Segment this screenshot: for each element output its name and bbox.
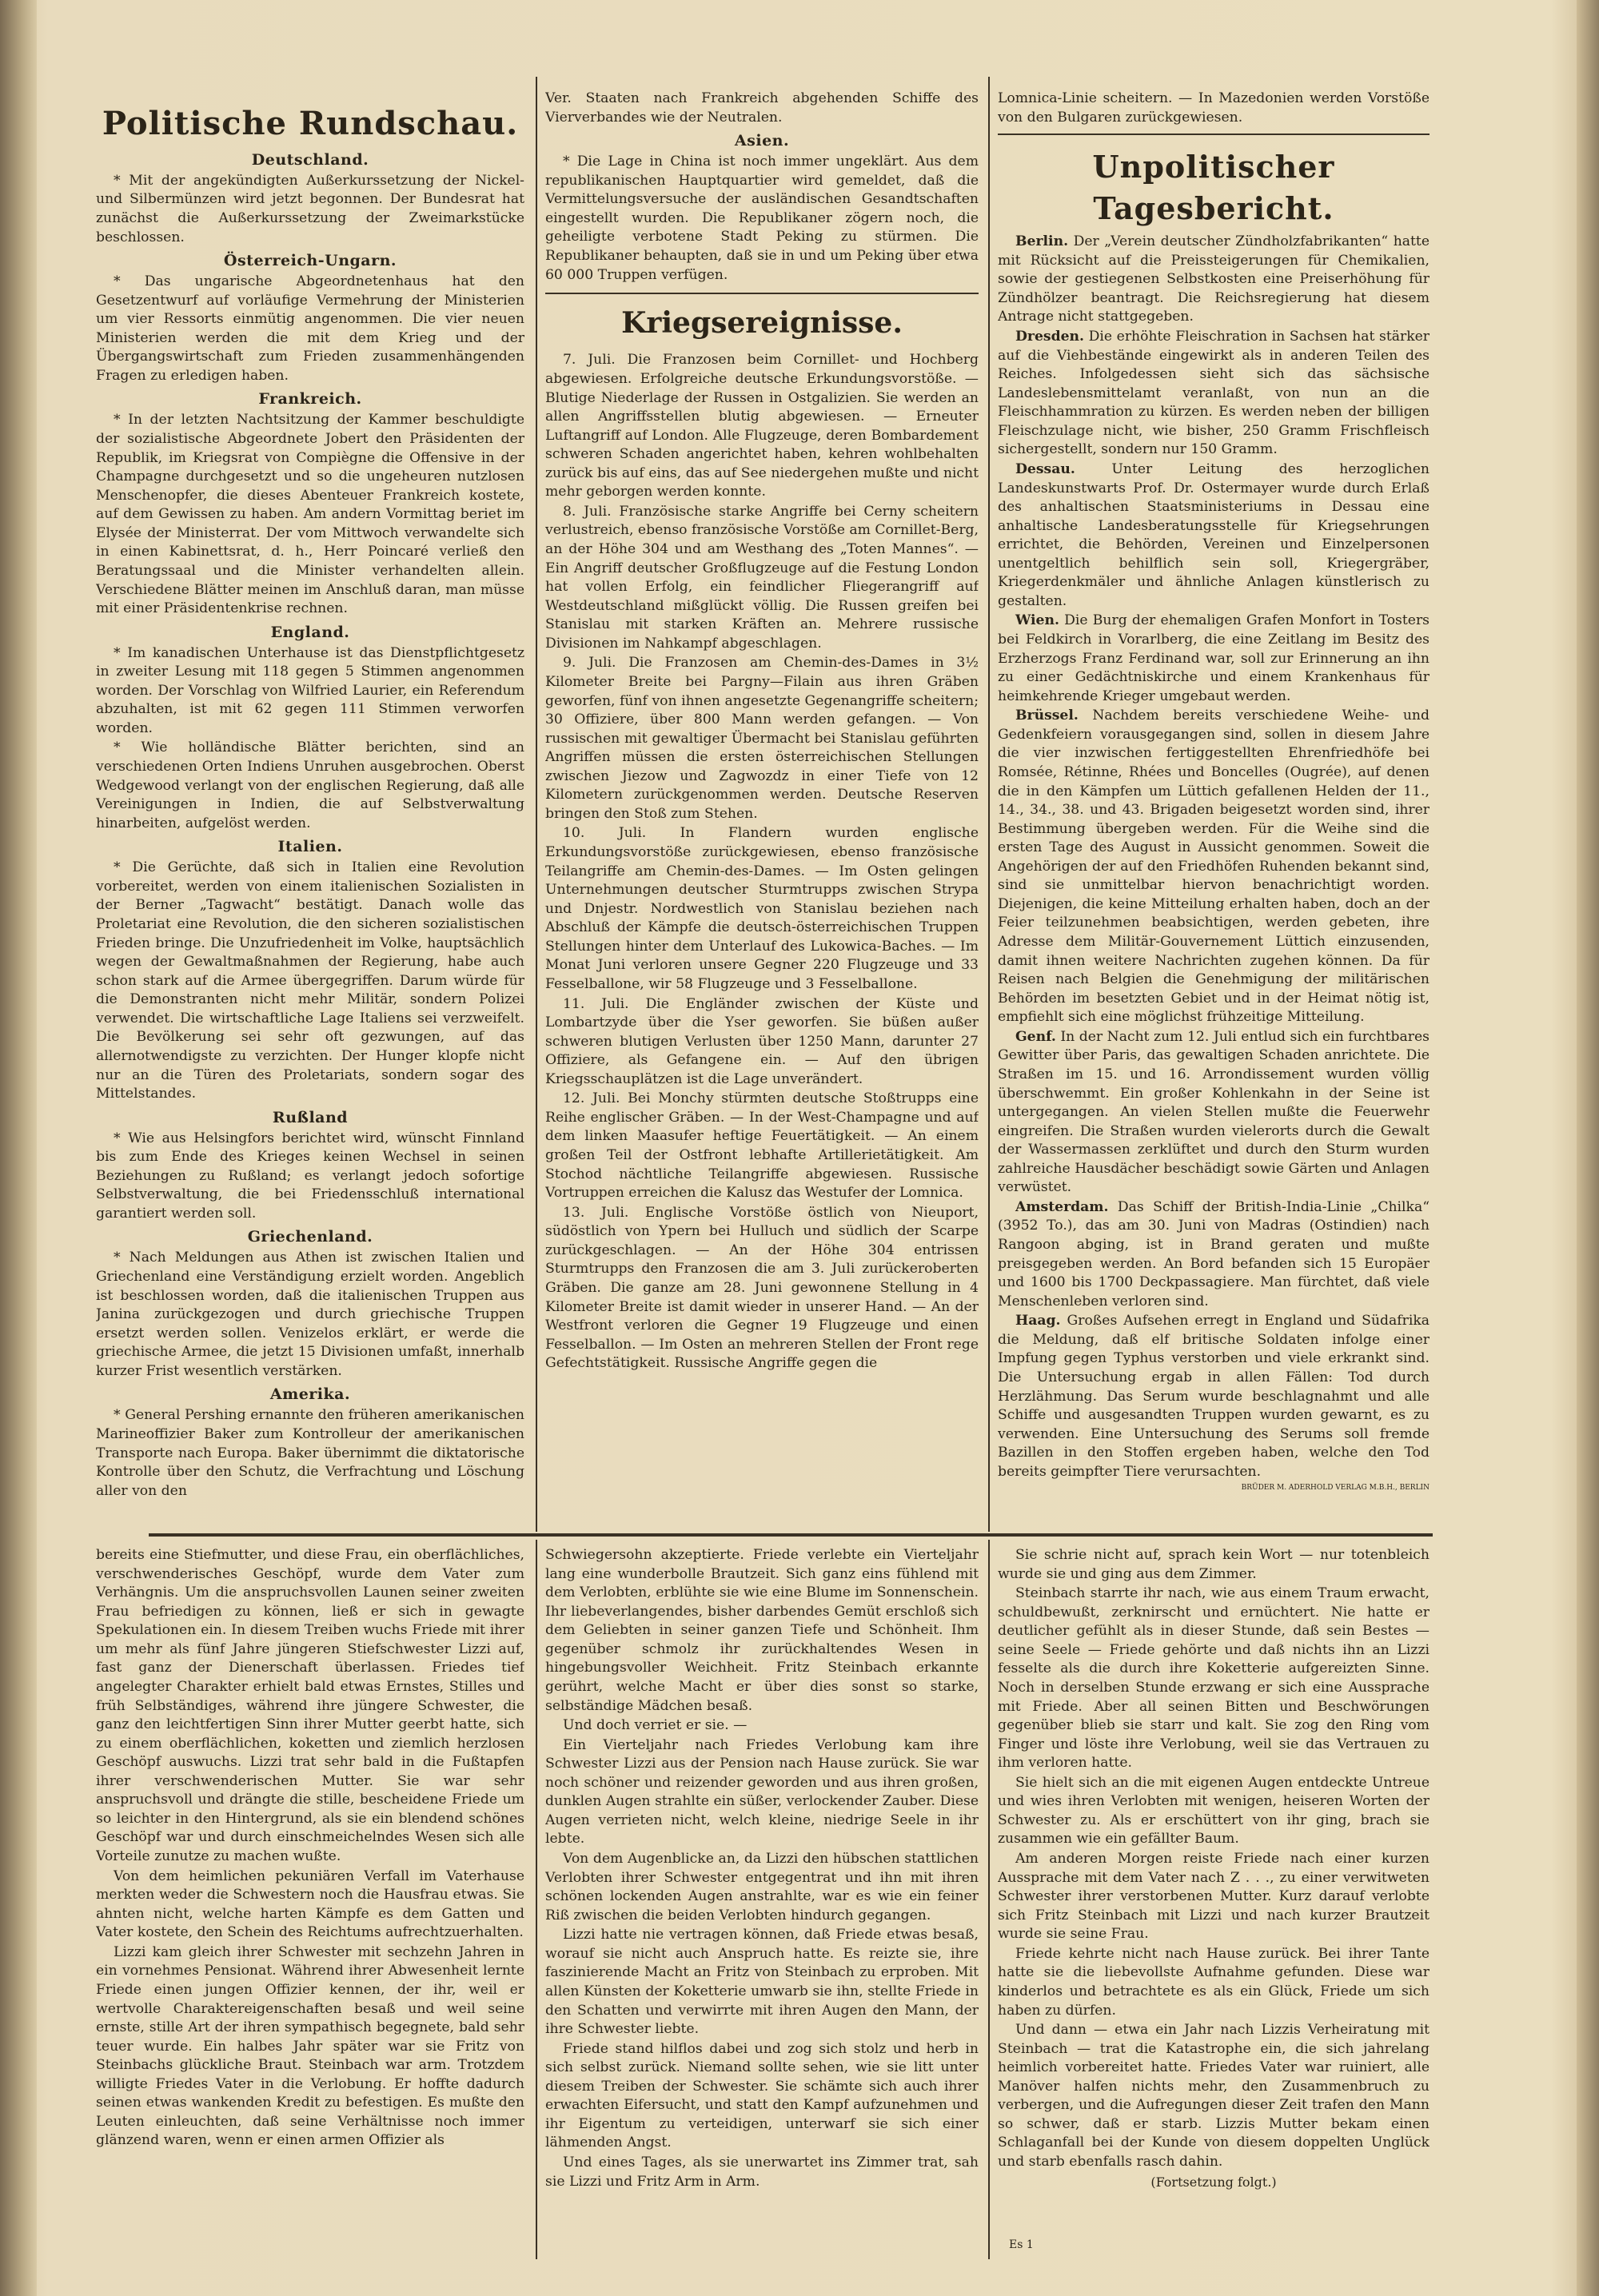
news-paragraph: * Nach Meldungen aus Athen ist zwischen Italien und Griechenland eine Verständigung erzielt worden. Angeblich ist beschlossen worden, daß die italienischen Truppen aus Janina zurückgezogen und durch griechische Truppen ersetzt werden sollen. Venizelos erklärt, er werde die griechische Armee, die jetzt 15 Divisionen umfaßt, innerhalb kurzer Frist wesentlich verstärken. [96, 1250, 524, 1379]
war-report-paragraph: 10. Juli. In Flandern wurden englische Erkundungsvorstöße zurückgewiesen, ebenso französische Teilangriffe am Chemin-des-Dames. — Im Osten gelingen Unternehmungen deutscher Sturmtrupps zwischen Strypa und Dnjestr. Nordwestlich von Stanislau beziehen nach Abschluß der Kämpfe die deutsch-österreichischen Truppen Stellungen hinter dem Unterlauf des Lukowica-Baches. — Im Monat Juni verloren unsere Gegner 220 Flugzeuge und 33 Fesselballone, wir 58 Flugzeuge und 3 Fesselballone. [545, 825, 979, 992]
tagesbericht-reports [998, 233, 1430, 1481]
feuilleton-paragraph: Lizzi kam gleich ihrer Schwester mit sechzehn Jahren in ein vornehmes Pensionat. Während ihrer Abwesenheit lernte Friede einen jungen Offizier kennen, der ihr, weil er wertvolle Charaktereigenschaften besaß und weil seine ernste, stille Art der ihren sympathisch begegnete, bald sehr teuer wurde. Ein halbes Jahr später war sie Fritz von Steinbachs glückliche Braut. Steinbach war arm. Trotzdem willigte Friedes Vater in die Verlobung. Er hoffte dadurch seinen etwas wankenden Kredit zu befestigen. Es mußte den Leuten einleuchten, daß seine Verhältnisse noch immer glänzend waren, wenn er einen armen Offizier als [96, 1943, 524, 2149]
section-heading: Rußland [272, 1108, 349, 1126]
report-paragraph [998, 1312, 1430, 1481]
politische-rundschau-title: Politische Rundschau. [102, 105, 519, 142]
report-paragraph [998, 612, 1430, 706]
feuilleton-paragraph: Von dem Augenblicke an, da Lizzi den hübschen stattlichen Verlobten ihrer Schwester entgegentrat und ihn mit ihren schönen lockenden Augen anstrahlte, war es wie ein feiner Riß zwischen die beiden Verlobten hindurch gegangen. [545, 1851, 979, 1923]
feuilleton-paragraph: Und dann — etwa ein Jahr nach Lizzis Verheiratung mit Steinbach — trat die Katastrophe ein, die sich jahrelang heimlich vorbereitet hatte. Friedes Vater war ruiniert, alle Manöver halfen nichts mehr, den Zusammenbruch zu verbergen, und die Aufregungen dieser Zeit trafen den Mann so schwer, daß er starb. Lizzis Mutter bekam einen Schlaganfall bei der Kunde von diesem doppelten Unglück und starb ebenfalls rasch dahin. [998, 2022, 1430, 2170]
tagesbericht-title: Unpolitischer Tagesbericht. [1092, 149, 1335, 227]
section-heading: England. [270, 623, 350, 641]
feuilleton-paragraph: bereits eine Stiefmutter, und diese Frau, ein oberflächliches, verschwenderisches Geschöpf, wurde dem Vater zum Verhängnis. Um die anspruchsvollen Launen seiner zweiten Frau befriedigen zu können, ließ er sich in gewagte Spekulationen ein. In diesem Treiben wuchs Friede mit ihrer um mehr als fünf Jahre jüngeren Stiefschwester Lizzi auf, fast ganz der Dienerschaft überlassen. Friedes tief angelegter Charakter erhielt bald etwas Ernstes, Stilles und früh Selbständiges, während ihre jüngere Schwester, die ganz den leichtfertigen Sinn ihrer Mutter geerbt hatte, sich zu einem oberflächlichen, koketten und ziemlich herzlosen Geschöpf auswuchs. Lizzi trat sehr bald in die Fußtapfen ihrer verschwenderischen Mutter. Sie war sehr anspruchsvoll und drängte die stille, bescheidene Friede um so leichter in den Hintergrund, als sie ein blendend schönes Geschöpf war und durch einschmeichelndes Wesen sich alle Vorteile zunutze zu machen wußte. [96, 1547, 524, 1864]
continued-note: (Fortsetzung folgt.) [1150, 2174, 1277, 2190]
report-text: In der Nacht zum 12. Juli entlud sich ein furchtbares Gewitter über Paris, das gewaltigen Schaden anrichtete. Die Straßen im 15. und 16. Arrondissement wurden völlig überschwemmt. Ein großer Kohlenkahn in der Seine ist untergegangen. An vielen Stellen mußte die Feuerwehr eingreifen. Die Straßen wurden vielerorts durch die Gewalt der Wassermassen zerklüftet und durch den Sturm wurden zahlreiche Hausdächer beschädigt sowie Gärten und Anlagen verwüstet. [998, 1028, 1430, 1196]
war-report-paragraph: 13. Juli. Englische Vorstöße östlich von Nieuport, südöstlich von Ypern bei Hulluch und südlich der Scarpe zurückgeschlagen. — An der Höhe 304 entrissen Sturmtrupps den Franzosen die am 3. Juli zurückeroberten Gräben. Die ganze am 28. Juni gewonnene Stellung in 4 Kilometer Breite ist damit wieder in unserer Hand. — An der Westfront verloren die Gegner 19 Flugzeuge und einen Fesselballon. — Im Osten an mehreren Stellen der Front rege Gefechtstätigkeit. Russische Angriffe gegen die [545, 1204, 979, 1372]
politische-rundschau-sections [96, 149, 524, 1501]
report-paragraph [998, 460, 1430, 612]
column-rule [536, 1540, 537, 2259]
report-text: Das Schiff der British-India-Linie „Chilka“ (3952 To.), das am 30. Juni von Madras (Ostindien) nach Rangoon abging, ist in Brand geraten und mußte preisgegeben werden. An Bord befanden sich 15 Europäer und 1600 bis 1700 Deckpassagiere. Man fürchtet, daß viele Menschenleben verloren sind. [998, 1198, 1430, 1309]
footer-mark: Es 1 [1009, 2238, 1034, 2251]
report-text: Nachdem bereits verschiedene Weihe- und Gedenkfeiern vorausgegangen sind, sollen in diesem Jahre die vier inzwischen fertiggestellten Ehrenfriedhöfe bei Romsée, Rétinne, Rhées und Boncelles (Ougrée), auf denen die in den Kämpfen um Lüttich gefallenen Helden der 11., 14., 34., 38. und 43. Brigaden beigesetzt worden sind, ihrer Bestimmung übergeben werden. Für die Weihe sind die ersten Tage des August in Aussicht genommen. Soweit die Angehörigen der auf den Friedhöfen Ruhenden bekannt sind, sind sie unmittelbar hiervon benachrichtigt worden. Diejenigen, die keine Mitteilung erhalten haben, doch an der Feier teilzunehmen beabsichtigen, werden gebeten, ihre Adresse dem Militär-Gouvernement Lüttich einzusenden, damit ihnen weitere Nachrichten zugehen können. Da für Reisen nach Belgien die Genehmigung der militärischen Behörden im besetzten Gebiet und in der Heimat nötig ist, empfiehlt sich eine möglichst frühzeitige Mitteilung. [998, 708, 1430, 1026]
report-place: Berlin. [1015, 233, 1069, 250]
section-heading: Frankreich. [258, 390, 362, 409]
feuilleton-paragraph: Schwiegersohn akzeptierte. Friede verlebte ein Vierteljahr lang eine wunderbolle Brautzeit. Sich ganz eins fühlend mit dem Verlobten, erblühte sie wie eine Blume im Sonnenschein. Ihr liebeverlangendes, bisher darbendes Gemüt erschloß sich dem Geliebten in seiner ganzen Tiefe und Schönheit. Ihm gegenüber schmolz ihr zurückhaltendes Wesen in hingebungsvoller Weichheit. Fritz Steinbach erkannte gerührt, welche Macht er über dies sonst so starke, selbständige Mädchen besaß. [545, 1547, 979, 1714]
news-paragraph: * Wie holländische Blätter berichten, sind an verschiedenen Orten Indiens Unruhen ausgebrochen. Oberst Wedgewood verlangt von der englischen Regierung, daß alle Vereinigungen in Indien, die auf Selbstverwaltung hinarbeiten, aufgelöst werden. [96, 739, 524, 831]
section-heading: Griechenland. [247, 1228, 373, 1246]
feuilleton-paragraph: Steinbach starrte ihr nach, wie aus einem Traum erwacht, schuldbewußt, zerknirscht und ernüchtert. Nie hatte er deutlicher gefühlt als in dieser Stunde, daß sein Bestes — seine Seele — Friede gehörte und daß nichts ihn an Lizzi fesselte als die durch ihre Koketterie aufgereizten Sinne. Noch in derselben Stunde erzwang er sich eine Aussprache mit Friede. Aber all seinen Bitten und Beschwörungen gegenüber blieb sie starr und kalt. Sie zog den Ring vom Finger und löste ihre Verlobung, weil sie das Vertrauen zu ihm verloren hatte. [998, 1585, 1430, 1772]
news-paragraph: * In der letzten Nachtsitzung der Kammer beschuldigte der sozialistische Abgeordnete Jobert den Präsidenten der Republik, im Kriegsrat von Compiègne die Offensive in der Champagne durchgesetzt und so die ungeheuren nutzlosen Menschenopfer, die dieses Abenteuer Frankreich kostete, auf dem Gewissen zu haben. Am andern Vormittag beriet im Elysée der Ministerrat. Der vom Mittwoch verwandelte sich in einen Kabinettsrat, d. h., Herr Poincaré verließ den Beratungssaal und die Minister verhandelten allein. Verschiedene Blätter meinen im Anschluß daran, man müsse mit einer Präsidentenkrise rechnen. [96, 412, 524, 617]
section-heading: Österreich-Ungarn. [223, 252, 397, 270]
feuilleton-column-3-text [998, 1546, 1430, 2172]
report-paragraph [998, 1028, 1430, 1198]
feuilleton-rule [149, 1533, 1433, 1537]
report-place: Haag. [1015, 1313, 1061, 1329]
section-heading: Italien. [277, 838, 343, 856]
report-paragraph [998, 233, 1430, 327]
feuilleton-column-3 [998, 1546, 1430, 2258]
report-text: Großes Aufsehen erregt in England und Südafrika die Meldung, daß elf britische Soldaten infolge einer Impfung gegen Typhus verstorben und viele erkrankt sind. Die Untersuchung ergab in allen Fällen: Tod durch Herzlähmung. Das Serum wurde beschlagnahmt und alle Schiffe und ausgesandten Truppen wurden gewarnt, es zu verwenden. Eine Untersuchung des Serums soll fremde Bazillen in den Stoffen ergeben haben, welche den Tod bereits geimpfter Tiere verursachten. [998, 1313, 1430, 1480]
binding-spine [0, 0, 37, 2296]
column-rule [988, 77, 990, 1532]
news-paragraph: * Das ungarische Abgeordnetenhaus hat den Gesetzentwurf auf vorläufige Vermehrung der Ministerien um vier Ressorts einmütig angenommen. Die vier neuen Ministerien werden die mit dem Krieg und der Übergangswirtschaft zum Frieden zusammenhängenden Fragen zu erledigen haben. [96, 273, 524, 384]
asia-paragraph: * Die Lage in China ist noch immer ungeklärt. Aus dem republikanischen Hauptquartier wird gemeldet, daß die Vermittelungsversuche der ausländischen Gesandtschaften eingestellt wurden. Die Republikaner zögern noch, die geheiligte verbotene Stadt Peking zu stürmen. Die Republikaner behaupten, daß sie in und um Peking über etwa 60 000 Truppen verfügen. [545, 153, 979, 283]
news-paragraph: * General Pershing ernannte den früheren amerikanischen Marineoffizier Baker zum Kontrolleur der amerikanischen Transporte nach Europa. Baker übernimmt die diktatorische Kontrolle über den Schutz, die Verfrachtung und Löschung aller von den [96, 1407, 524, 1499]
feuilleton-paragraph: Sie hielt sich an die mit eigenen Augen entdeckte Untreue und wies ihren Verlobten mit wenigen, heiseren Worten der Schwester zu. Als er erschüttert von ihr ging, brach sie zusammen wie ein gefällter Baum. [998, 1774, 1430, 1848]
war-report-paragraph: 7. Juli. Die Franzosen beim Cornillet- und Hochberg abgewiesen. Erfolgreiche deutsche Erkundungsvorstöße. — Blutige Niederlage der Russen in Ostgalizien. Sie werden an allen Angriffsstellen blutig abgewiesen. — Erneuter Luftangriff auf London. Alle Flugzeuge, deren Bombardement schweren Schaden angerichtet haben, kehren wohlbehalten zurück bis auf eins, das auf See niedergehen mußte und nicht mehr geborgen werden konnte. [545, 352, 979, 500]
news-paragraph: * Im kanadischen Unterhause ist das Dienstpflichtgesetz in zweiter Lesung mit 118 gegen 5 Stimmen angenommen worden. Der Vorschlag von Wilfried Laurier, ein Referendum abzuhalten, ist mit 62 gegen 111 Stimmen verworfen worden. [96, 644, 524, 736]
column-kriegsereignisse [545, 90, 979, 1529]
news-paragraph: * Wie aus Helsingfors berichtet wird, wünscht Finnland bis zum Ende des Krieges keinen Wechsel in seinen Beziehungen zu Rußland; es verlangt jedoch sofortige Selbstverwaltung, die bei Friedensschluß international garantiert werden soll. [96, 1130, 524, 1222]
section-rule [998, 134, 1430, 135]
section-rule [545, 293, 979, 294]
report-place: Amsterdam. [1015, 1198, 1109, 1215]
feuilleton-paragraph: Lizzi hatte nie vertragen können, daß Friede etwas besaß, worauf sie nicht auch Anspruch hatte. Es reizte sie, ihre faszinierende Macht an Fritz von Steinbach zu erproben. Mit allen Künsten der Koketterie umwarb sie ihn, stellte Friede in den Schatten und verwirrte mit ihren Augen den Mann, der ihre Schwester liebte. [545, 1927, 979, 2038]
report-text: Unter Leitung des herzoglichen Landeskunstwarts Prof. Dr. Ostermayer wurde durch Erlaß des anhaltischen Staatsministeriums in Dessau eine anhaltische Landesberatungsstelle für Kriegsehrungen errichtet, die Behörden, Vereinen und Einzelpersonen unentgeltlich behilflich sein soll, Kriegergräber, Kriegerdenkmäler und ähnliche Anlagen künstlerisch zu gestalten. [998, 460, 1430, 609]
page-edge [1577, 0, 1599, 2296]
asia-heading: Asien. [734, 132, 790, 150]
feuilleton-paragraph: Am anderen Morgen reiste Friede nach einer kurzen Aussprache mit dem Vater nach Z . . ., zu einer verwitweten Schwester ihrer verstorbenen Mutter. Kurz darauf verlobte sich Fritz Steinbach mit Lizzi und nach kurzer Brautzeit wurde sie seine Frau. [998, 1851, 1430, 1943]
feuilleton-paragraph: Ein Vierteljahr nach Friedes Verlobung kam ihre Schwester Lizzi aus der Pension nach Hause zurück. Sie war noch schöner und reizender geworden und aus ihren großen, dunklen Augen strahlte ein süßer, verlockender Zauber. Diese Augen verrieten nicht, welch kleine, niedrige Seele in ihr lebte. [545, 1736, 979, 1848]
feuilleton-paragraph: Und eines Tages, als sie unerwartet ins Zimmer trat, sah sie Lizzi und Fritz Arm in Arm. [545, 2154, 979, 2190]
news-paragraph: * Die Gerüchte, daß sich in Italien eine Revolution vorbereitet, werden von einem italienischen Sozialisten in der Berner „Tagwacht“ bestätigt. Danach wolle das Proletariat eine Revolution, die den sicheren sozialistischen Frieden bringe. Die Unzufriedenheit im Volke, hauptsächlich wegen der Gewaltmaßnahmen der Regierung, habe auch schon stark auf die Armee übergegriffen. Darum würde für die Demonstranten nicht mehr Militär, sondern Polizei verwendet. Die wirtschaftliche Lage Italiens sei verzweifelt. Die Bevölkerung sei sehr oft gezwungen, auf das allernotwendigste zu verzichten. Der Hunger klopfe nicht nur an die Türen des Proletariats, sondern sogar des Mittelstandes. [96, 859, 524, 1102]
report-paragraph [998, 1198, 1430, 1311]
report-place: Genf. [1015, 1028, 1056, 1045]
col3-lead: Lomnica-Linie scheitern. — In Mazedonien werden Vorstöße von den Bulgaren zurückgewiesen. [998, 90, 1430, 126]
col2-lead: Ver. Staaten nach Frankreich abgehenden Schiffe des Vierverbandes wie der Neutralen. [545, 90, 979, 126]
report-text: Der „Verein deutscher Zündholzfabrikanten“ hatte mit Rücksicht auf die Preissteigerungen für Chemikalien, sowie der gestiegenen Selbstkosten eine Preiserhöhung für Zündhölzer beantragt. Die Reichsregierung hat diesem Antrage nicht stattgegeben. [998, 233, 1430, 325]
feuilleton-paragraph: Friede kehrte nicht nach Hause zurück. Bei ihrer Tante hatte sie die liebevollste Aufnahme gefunden. Diese war kinderlos und betrachtete es als ein Glück, Friede um sich haben zu dürfen. [998, 1945, 1430, 2019]
war-report-paragraph: 11. Juli. Die Engländer zwischen der Küste und Lombartzyde über die Yser geworfen. Sie büßen außer schweren blutigen Verlusten über 1250 Mann, darunter 27 Offiziere, als Gefangene ein. — Auf den übrigen Kriegsschauplätzen ist die Lage unverändert. [545, 995, 979, 1087]
imprint: BRÜDER M. ADERHOLD VERLAG M.B.H., BERLIN [1241, 1484, 1430, 1493]
report-paragraph [998, 328, 1430, 460]
kriegsereignisse-title: Kriegsereignisse. [621, 306, 903, 341]
report-place: Dresden. [1015, 329, 1085, 345]
report-text: Die Burg der ehemaligen Grafen Monfort in Tosters bei Feldkirch in Vorarlberg, die eine Zeitlang im Besitz des Erzherzogs Franz Ferdinand war, soll zur Erinnerung an ihn zu einer Gedächtniskirche und einem Krankenhaus für heimkehrende Krieger umgebaut werden. [998, 612, 1430, 704]
feuilleton-paragraph: Von dem heimlichen pekuniären Verfall im Vaterhause merkten weder die Schwestern noch die Hausfrau etwas. Sie ahnten nicht, welche harten Kämpfe es dem Gatten und Vater kostete, den Schein des Reichtums aufrechtzuerhalten. [96, 1867, 524, 1941]
feuilleton-column-1 [96, 1546, 524, 2258]
feuilleton-paragraph: Und doch verriet er sie. — [563, 1717, 748, 1734]
report-place: Brüssel. [1015, 708, 1079, 724]
kriegsereignisse-list [545, 351, 979, 1373]
column-rule [988, 1540, 990, 2259]
report-paragraph [998, 707, 1430, 1027]
war-report-paragraph: 12. Juli. Bei Monchy stürmten deutsche Stoßtrupps eine Reihe englischer Gräben. — In der West-Champagne und auf dem linken Maasufer heftige Feuertätigkeit. — An einem großen Teil der Ostfront lebhafte Artillerietätigkeit. Am Stochod nächtliche Teilangriffe abgewiesen. Russische Vortruppen erreichen die Kalusz das Westufer der Lomnica. [545, 1090, 979, 1202]
war-report-paragraph: 8. Juli. Französische starke Angriffe bei Cerny scheitern verlustreich, ebenso französische Vorstöße am Cornillet-Berg, an der Höhe 304 und am Westhang des „Toten Mannes“. — Ein Angriff deutscher Großflugzeuge auf die Festung London hat vollen Erfolg, ein feindlicher Fliegerangriff auf Westdeutschland mißglückt völlig. Die Russen greifen bei Stanislau mit starken Kräften an. Mehrere russische Divisionen im Nahkampf abgeschlagen. [545, 503, 979, 652]
feuilleton-paragraph: Friede stand hilflos dabei und zog sich stolz und herb in sich selbst zurück. Niemand sollte sehen, wie sie litt unter diesem Treiben der Schwester. Sie schämte sich auch ihrer erwachten Eifersucht, und statt den Kampf aufzunehmen und ihr Eigentum zu verteidigen, unterwarf sie sich einer lähmenden Angst. [545, 2040, 979, 2151]
feuilleton-paragraph: Sie schrie nicht auf, sprach kein Wort — nur totenbleich wurde sie und ging aus dem Zimmer. [998, 1547, 1430, 1582]
war-report-paragraph: 9. Juli. Die Franzosen am Chemin-des-Dames in 3½ Kilometer Breite bei Pargny—Filain aus ihren Gräben geworfen, fünf von ihnen angesetzte Gegenangriffe scheitern; 30 Offiziere, über 800 Mann werden gefangen. — Von russischen mit gewaltiger Übermacht bei Stanislau geführten Angriffen müssen die ersten österreichischen Stellungen zwischen Jiezow und Zagwozdz in einer Tiefe von 12 Kilometern zurückgenommen werden. Deutsche Reserven bringen den Stoß zum Stehen. [545, 655, 979, 822]
column-politische-rundschau [96, 88, 524, 1527]
column-rule [536, 77, 537, 1532]
report-place: Dessau. [1015, 460, 1075, 477]
feuilleton-column-2 [545, 1546, 979, 2258]
section-heading: Amerika. [269, 1385, 351, 1404]
news-paragraph: * Mit der angekündigten Außerkurssetzung der Nickel- und Silbermünzen wird jetzt begonnen. Der Bundesrat hat zunächst die Außerkurssetzung der Zweimarkstücke beschlossen. [96, 172, 524, 245]
report-text: Die erhöhte Fleischration in Sachsen hat stärker auf die Viehbestände eingewirkt als in anderen Teilen des Reiches. Infolgedessen sieht sich das sächsische Landeslebensmittelamt veranlaßt, von nun an die Fleischhammration zu kürzen. Es werden neben der billigen Fleischzulage nicht, wie bisher, 250 Gramm Frischfleisch sichergestellt, sondern nur 150 Gramm. [998, 329, 1430, 458]
column-tagesbericht [998, 90, 1430, 1529]
report-place: Wien. [1015, 612, 1059, 629]
section-heading: Deutschland. [251, 150, 369, 169]
